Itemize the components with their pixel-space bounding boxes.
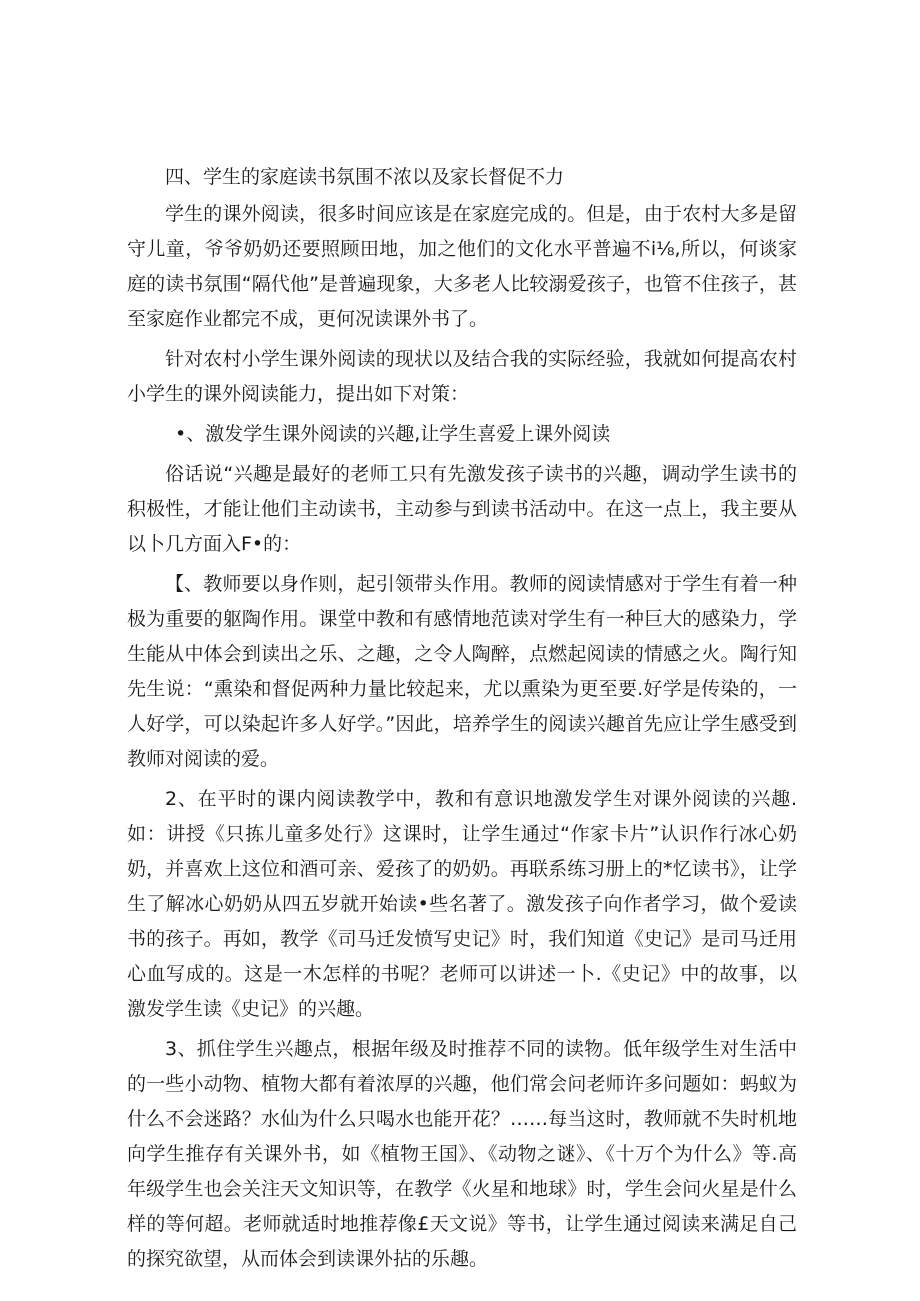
sub-heading-one: •、激发学生课外阅读的兴趣,让学生喜爱上课外阅读: [175, 423, 611, 445]
section-heading-four: 四、学生的家庭读书氛围不浓以及家长督促不力: [165, 166, 565, 188]
paragraph-home-reading: 学生的课外阅读，很多时间应该是在家庭完成的。但是，由于农村大多是留守儿童，爷爷奶奶还要照顾田地，加之他们的文化水平普遍不i⅛,所以，何谈家庭的读书氛围“隔代他”是普遍现象，大多老人比较溺爱孩子，也管不住孩子，甚至家庭作业都完不成，更何况读课外书了。: [127, 203, 797, 330]
paragraph-point-2: 2、在平时的课内阅读教学中，教和有意识地激发学生对课外阅读的兴趣.如：讲授《只拣儿童多处行》这课时，让学生通过“作家卡片”认识作行冰心奶奶，并喜欢上这位和酒可亲、爱孩了的奶奶。再联系练习册上的*忆读书》，让学生了解冰心奶奶从四五岁就开始读•些名著了。激发孩子向作者学习，做个爱读书的孩子。再如，教学《司马迁发愤写史记》时，我们知道《史记》是司马迁用心血写成的。这是一木怎样的书呢？老师可以讲述一卜.《史记》中的故事，以激发学生读《史记》的兴趣。: [127, 788, 797, 1020]
paragraph-point-1: 【、教师要以身作则，起引领带头作用。教师的阅读情感对于学生有着一种极为重要的躯陶作用。课堂中教和有感情地范读对学生有一种巨大的感染力，学生能从中体会到读出之乐、之趣，之令人陶醉，点燃起阅读的情感之火。陶行知先生说：“熏染和督促两种力量比较起来，尤以熏染为更至要.好学是传染的，一人好学，可以染起许多人好学。”因此，培养学生的阅读兴趣首先应让学生感受到教师对阅读的爱。: [127, 573, 797, 770]
paragraph-strategy-intro: 针对农村小学生课外阅读的现状以及结合我的实际经验，我就如何提高农村小学生的课外阅读能力，提出如下对策：: [127, 348, 797, 405]
document-body: [127, 160, 797, 1282]
paragraph-interest: 俗话说“兴趣是最好的老师工只有先激发孩子读书的兴趣，调动学生读书的积极性，才能让他们主动读书，主动参与到读书活动中。在这一点上，我主要从以卜几方面入F•的：: [127, 463, 797, 555]
paragraph-point-3: 3、抓住学生兴趣点，根据年级及时推荐不同的读物。低年级学生对生活中的一些小动物、植物大都有着浓厚的兴趣，他们常会问老师许多问题如：蚂蚁为什么不会迷路？水仙为什么只喝水也能开花？……每当这时，教师就不失时机地向学生推存有关课外书，如《植物王国》、《动物之谜》、《十万个为什么》等.高年级学生也会关注天文知识等，在教学《火星和地球》时，学生会问火星是什么样的等何超。老师就适时地推荐像£天文说》等书，让学生通过阅读来满足自己的探究欲望，从而体会到读课外拈的乐趣。: [127, 1038, 797, 1270]
